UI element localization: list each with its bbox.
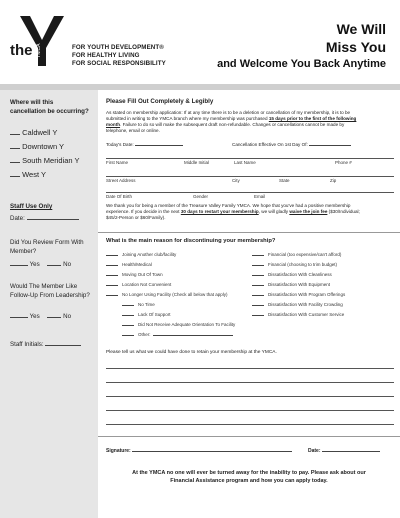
reason-label: Moving Out Of Town xyxy=(122,272,163,277)
thanks-2a: experience. If you decide in the next xyxy=(106,209,181,214)
reason-blank[interactable] xyxy=(122,302,134,306)
thanks-2e: ($30/Individual; xyxy=(327,209,360,214)
tagline-1: FOR YOUTH DEVELOPMENT® xyxy=(72,44,164,51)
branch-label: Downtown Y xyxy=(22,142,65,151)
staff-initials-label: Staff Initials: xyxy=(10,341,44,348)
sidebar xyxy=(0,90,98,518)
name-row-line[interactable] xyxy=(106,158,394,159)
street-address-label: Street Address xyxy=(106,178,136,183)
thanks-text xyxy=(106,203,394,221)
comment-line-2[interactable] xyxy=(106,382,394,383)
retain-prompt: Please tell us what we could have done to retain your membership at the YMCA. xyxy=(106,350,277,355)
review-no-blank[interactable] xyxy=(47,260,61,266)
branch-label: West Y xyxy=(22,170,46,179)
branch-label: South Meridian Y xyxy=(22,156,80,165)
reason-health[interactable] xyxy=(106,262,152,267)
branch-option-caldwell[interactable] xyxy=(10,128,57,137)
reason-other[interactable] xyxy=(122,332,233,337)
reason-other-input[interactable] xyxy=(153,332,233,336)
reason-label: Dissatisfaction With Program Offerings xyxy=(268,292,346,297)
headline-line-1: We Will xyxy=(336,21,386,37)
form-title: Please Fill Out Completely & Legibly xyxy=(106,98,214,105)
policy-line-2a: submitted in writing to the YMCA branch where my membership was purchased xyxy=(106,116,269,121)
middle-initial-label: Middle Initial xyxy=(184,160,210,165)
logo-word: the xyxy=(10,42,33,59)
reason-label: Location Not Convenient xyxy=(122,282,172,287)
footer-line-1: At the YMCA no one will ever be turned away for the inability to pay. Please ask about our xyxy=(132,470,366,476)
reason-blank[interactable] xyxy=(252,302,264,306)
todays-date-label: Today's Date: xyxy=(106,142,134,147)
staff-initials-input[interactable] xyxy=(45,340,81,346)
section-divider xyxy=(98,232,400,233)
page-headline xyxy=(217,20,386,72)
reason-label: Dissatisfaction With Equipment xyxy=(268,282,331,287)
branch-option-downtown[interactable] xyxy=(10,142,64,151)
ymca-logo-icon xyxy=(12,14,72,68)
reason-label: No Time xyxy=(138,302,155,307)
reason-no-orientation[interactable] xyxy=(122,322,235,327)
comment-line-5[interactable] xyxy=(106,424,394,425)
thanks-line-1: We thank you for being a member of the Treasure Valley Family YMCA. We hope that you've had a positive membership xyxy=(106,203,351,208)
reason-blank[interactable] xyxy=(106,262,118,266)
reason-programs[interactable] xyxy=(252,292,345,297)
thanks-restart: 30 days to restart your membership xyxy=(180,209,259,214)
last-name-label: Last Name xyxy=(234,160,256,165)
review-yes-label: Yes xyxy=(29,261,40,268)
follow-up-answer[interactable] xyxy=(10,312,71,320)
reason-financial-expensive[interactable] xyxy=(252,252,341,257)
policy-deadline: 15 days prior to the first of the following xyxy=(268,116,357,121)
reason-blank[interactable] xyxy=(252,282,264,286)
signature-label: Signature: xyxy=(106,448,131,454)
address-row-line[interactable] xyxy=(106,176,394,177)
gender-label: Gender xyxy=(193,194,209,199)
state-label: State xyxy=(279,178,290,183)
headline-line-3: and Welcome You Back Anytime xyxy=(217,58,386,70)
reason-crowding[interactable] xyxy=(252,302,343,307)
reason-label: Joining Another club/facility xyxy=(122,252,177,257)
branch-label: Caldwell Y xyxy=(22,128,58,137)
branch-option-south-meridian[interactable] xyxy=(10,156,80,165)
branch-checkbox-blank[interactable] xyxy=(10,157,20,163)
reason-no-time[interactable] xyxy=(122,302,155,307)
cancellation-form xyxy=(98,90,400,518)
todays-date-input[interactable] xyxy=(135,142,183,146)
financial-assistance-note xyxy=(98,470,400,485)
dob-label: Date Of Birth xyxy=(106,194,133,199)
cancel-effective-field[interactable] xyxy=(232,142,351,147)
reason-financial-budget[interactable] xyxy=(252,262,337,267)
reason-not-using[interactable] xyxy=(106,292,228,297)
signature-date-label: Date: xyxy=(308,448,321,454)
cancellation-location-question: Where will this cancellation be occurring? xyxy=(10,99,89,115)
branch-option-west[interactable] xyxy=(10,170,46,179)
logo-taglines xyxy=(72,44,166,68)
city-label: City xyxy=(232,178,240,183)
reason-blank[interactable] xyxy=(252,262,264,266)
reason-label: Health/Medical xyxy=(122,262,152,267)
reason-cleanliness[interactable] xyxy=(252,272,332,277)
dob-row-line[interactable] xyxy=(106,192,394,193)
reason-blank[interactable] xyxy=(106,292,118,296)
phone-label: Phone # xyxy=(335,160,352,165)
reason-question: What is the main reason for discontinuing your membership? xyxy=(106,238,276,244)
reason-blank[interactable] xyxy=(106,282,118,286)
policy-line-1: As stated on membership application: If at any time there is to be a deletion or cancellation of my membership, it is to be xyxy=(106,110,351,115)
reason-blank[interactable] xyxy=(122,322,134,326)
cancel-effective-label: Cancellation Effective On 1st Day Of: xyxy=(232,142,308,147)
reason-label: Did Not Receive Adequate Orientation To Facility xyxy=(138,322,236,327)
reason-blank[interactable] xyxy=(122,312,134,316)
review-answer[interactable] xyxy=(10,260,71,268)
thanks-waive: waive the join fee xyxy=(289,209,328,214)
thanks-line-3: $45/2-Person or $60/Family). xyxy=(106,215,166,220)
footer-line-2: Financial Assistance program and how you can apply today. xyxy=(170,477,328,484)
comment-line-4[interactable] xyxy=(106,410,394,411)
reason-label: Other: xyxy=(138,332,151,337)
reason-label: Dissatisfaction With Customer Service xyxy=(268,312,345,317)
reason-blank[interactable] xyxy=(252,312,264,316)
reason-label: Financial (too expensive/can't afford) xyxy=(268,252,342,257)
reason-label: No Longer Using Facility (Check all below that apply) xyxy=(122,292,228,297)
email-label: Email xyxy=(254,194,266,199)
branch-checkbox-blank[interactable] xyxy=(10,129,20,135)
reason-blank[interactable] xyxy=(106,252,118,256)
reason-blank[interactable] xyxy=(252,292,264,296)
follow-no-label: No xyxy=(63,313,72,320)
signature-input[interactable] xyxy=(132,448,292,452)
comment-line-3[interactable] xyxy=(106,396,394,397)
policy-line-3b: . Failure to do so will make the subsequent draft non-refundable. Changes or cancellations cannot be made by xyxy=(120,122,345,127)
policy-month: month xyxy=(106,122,121,127)
follow-yes-label: Yes xyxy=(29,313,40,320)
reason-moving[interactable] xyxy=(106,272,163,277)
reason-label: Dissatisfaction With Facility Crowding xyxy=(268,302,343,307)
first-name-label: First Name xyxy=(106,160,129,165)
zip-label: Zip xyxy=(330,178,337,183)
policy-text xyxy=(106,110,394,134)
todays-date-field[interactable] xyxy=(106,142,183,147)
tagline-2: FOR HEALTHY LIVING xyxy=(72,52,140,59)
branch-checkbox-blank[interactable] xyxy=(10,143,20,149)
reason-blank[interactable] xyxy=(252,272,264,276)
svg-text:YMCA: YMCA xyxy=(36,43,42,58)
staff-initials-field[interactable] xyxy=(10,340,81,348)
staff-date-input[interactable] xyxy=(27,214,79,220)
reason-location[interactable] xyxy=(106,282,171,287)
branch-checkbox-blank[interactable] xyxy=(10,171,20,177)
page-header xyxy=(0,0,400,84)
signature-field[interactable] xyxy=(106,448,292,454)
follow-no-blank[interactable] xyxy=(47,312,61,318)
review-yes-blank[interactable] xyxy=(10,260,28,266)
comment-line-1[interactable] xyxy=(106,368,394,369)
reason-customer-service[interactable] xyxy=(252,312,344,317)
review-no-label: No xyxy=(63,261,72,268)
reason-blank[interactable] xyxy=(252,252,264,256)
reason-equipment[interactable] xyxy=(252,282,330,287)
reason-label: Financial (choosing to trim budget) xyxy=(268,262,338,267)
staff-use-title: Staff Use Only xyxy=(10,203,53,210)
reason-label: Dissatisfaction With Cleanliness xyxy=(268,272,332,277)
reason-lack-support[interactable] xyxy=(122,312,171,317)
reason-blank[interactable] xyxy=(106,272,118,276)
cancel-effective-input[interactable] xyxy=(309,142,351,146)
reason-joining-club[interactable] xyxy=(106,252,176,257)
signature-date-field[interactable] xyxy=(308,448,380,454)
review-question: Did You Review Form With Member? xyxy=(10,239,84,255)
staff-date-label: Date: xyxy=(10,215,25,222)
section-divider-2 xyxy=(98,436,400,437)
thanks-2c: , we will gladly xyxy=(258,209,290,214)
policy-line-4: telephone, email or online. xyxy=(106,128,160,133)
reason-blank[interactable] xyxy=(122,332,134,336)
tagline-3: FOR SOCIAL RESPONSIBILITY xyxy=(72,60,166,67)
follow-up-question: Would The Member Like Follow-Up From Leadership? xyxy=(10,283,90,299)
follow-yes-blank[interactable] xyxy=(10,312,28,318)
signature-date-input[interactable] xyxy=(322,448,380,452)
reason-label: Lack Of Support xyxy=(138,312,171,317)
staff-date-field[interactable] xyxy=(10,214,79,222)
headline-line-2: Miss You xyxy=(325,39,386,55)
